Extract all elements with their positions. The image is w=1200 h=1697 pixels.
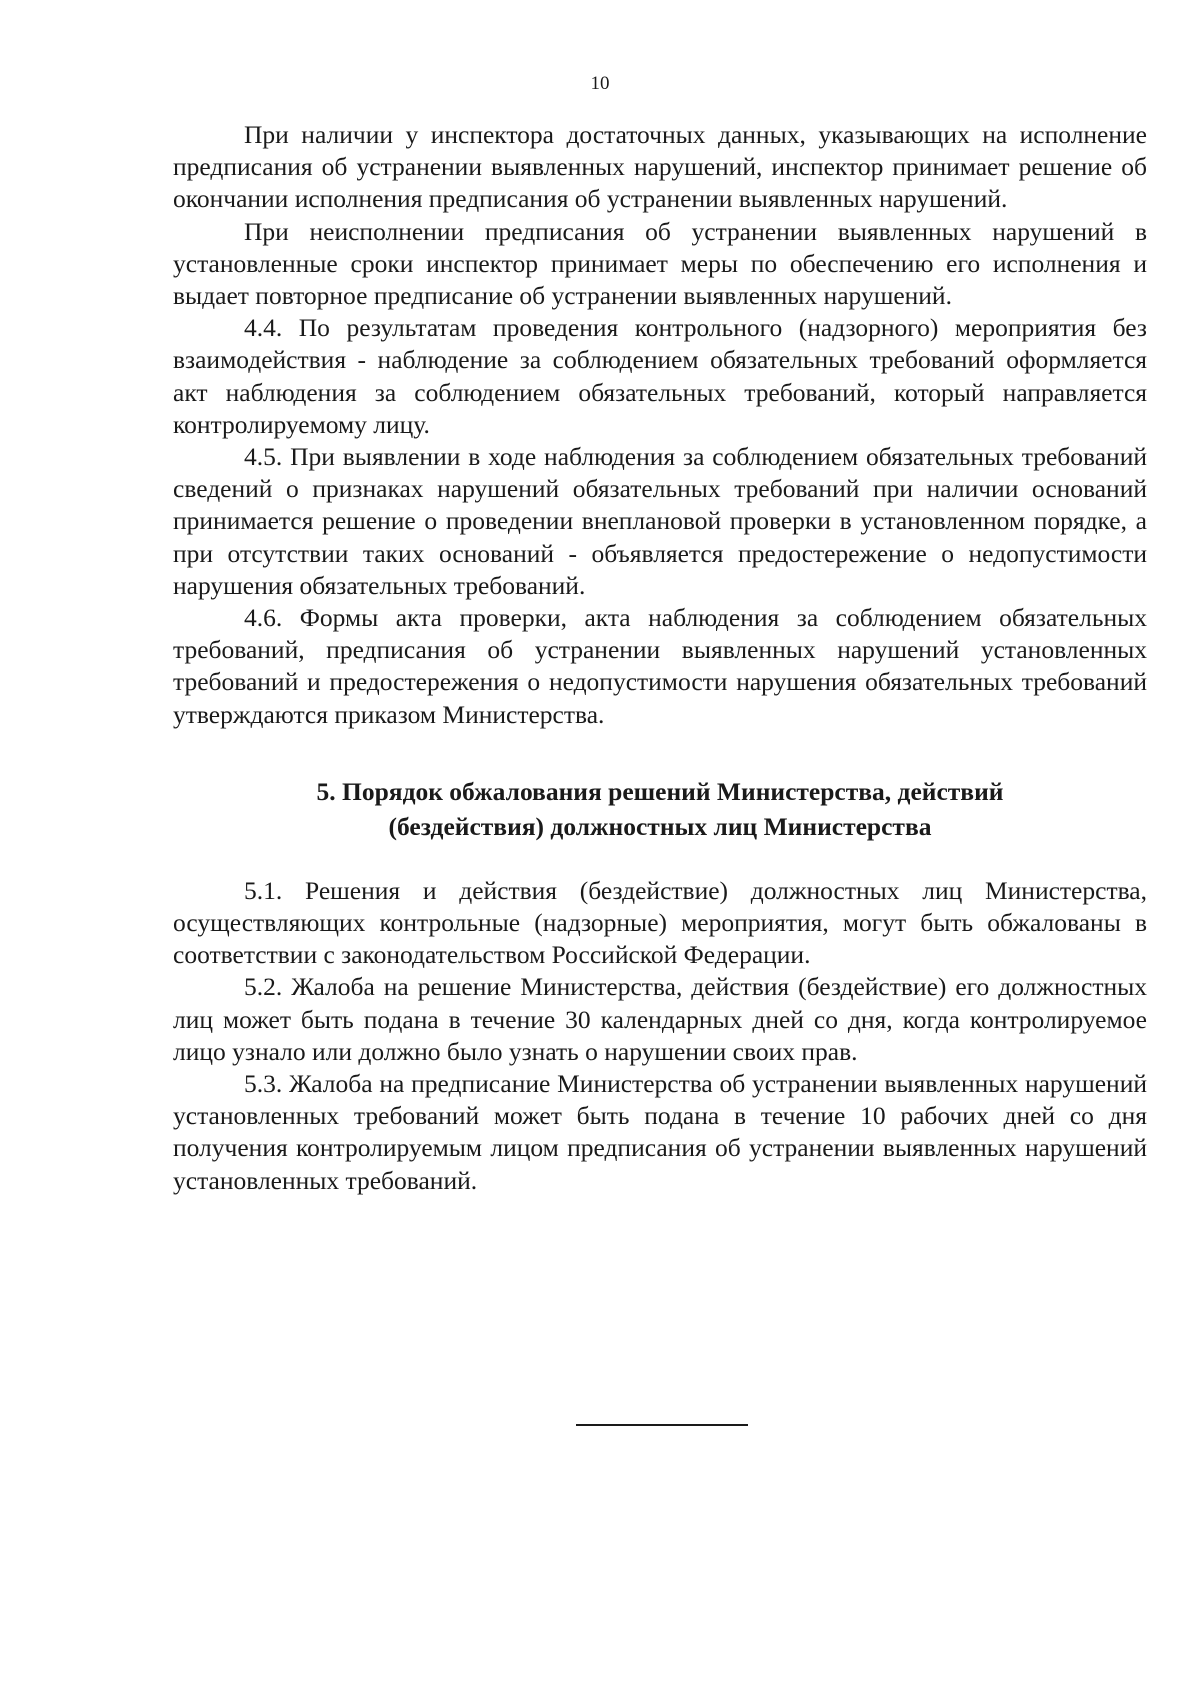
paragraph-4-5: 4.5. При выявлении в ходе наблюдения за соблюдением обязательных требований сведений о признаках нарушений обязательных требований при наличии оснований принимается решение о проведении внеплановой проверки в установленном порядке, а при отсутствии таких оснований - объявляется предостережение о недопустимости нарушения обязательных требований. bbox=[173, 442, 1147, 600]
section-5-heading bbox=[173, 774, 1147, 844]
paragraph-5-3: 5.3. Жалоба на предписание Министерства об устранении выявленных нарушений установленных требований может быть подана в течение 10 рабочих дней со дня получения контролируемым лицом предписания об устранении выявленных нарушений установленных требований. bbox=[173, 1069, 1147, 1195]
end-of-document-rule bbox=[576, 1424, 748, 1426]
section-5-heading-line-2: (бездействия) должностных лиц Министерства bbox=[388, 811, 932, 841]
paragraph-4-6: 4.6. Формы акта проверки, акта наблюдения за соблюдением обязательных требований, предписания об устранении выявленных нарушений установленных требований и предостережения о недопустимости нарушения обязательных требований утверждаются приказом Министерства. bbox=[173, 603, 1147, 729]
document-body bbox=[173, 119, 1147, 1197]
page-number: 10 bbox=[590, 73, 610, 94]
paragraph-5-2: 5.2. Жалоба на решение Министерства, действия (бездействие) его должностных лиц может быть подана в течение 30 календарных дней со дня, когда контролируемое лицо узнало или должно было узнать о нарушении своих прав. bbox=[173, 972, 1147, 1066]
paragraph-4-4: 4.4. По результатам проведения контрольного (надзорного) мероприятия без взаимодействия - наблюдение за соблюдением обязательных требований оформляется акт наблюдения за соблюдением обязательных требований, который направляется контролируемому лицу. bbox=[173, 313, 1147, 439]
section-5-heading-line-1: 5. Порядок обжалования решений Министерства, действий bbox=[316, 776, 1004, 806]
paragraph-inspector-sufficient-data: При наличии у инспектора достаточных данных, указывающих на исполнение предписания об устранении выявленных нарушений, инспектор принимает решение об окончании исполнения предписания об устранении выявленных нарушений. bbox=[173, 120, 1147, 214]
paragraph-5-1: 5.1. Решения и действия (бездействие) должностных лиц Министерства, осуществляющих контрольные (надзорные) мероприятия, могут быть обжалованы в соответствии с законодательством Российской Федерации. bbox=[173, 875, 1147, 970]
paragraph-non-execution: При неисполнении предписания об устранении выявленных нарушений в установленные сроки инспектор принимает меры по обеспечению его исполнения и выдает повторное предписание об устранении выявленных нарушений. bbox=[173, 216, 1147, 311]
